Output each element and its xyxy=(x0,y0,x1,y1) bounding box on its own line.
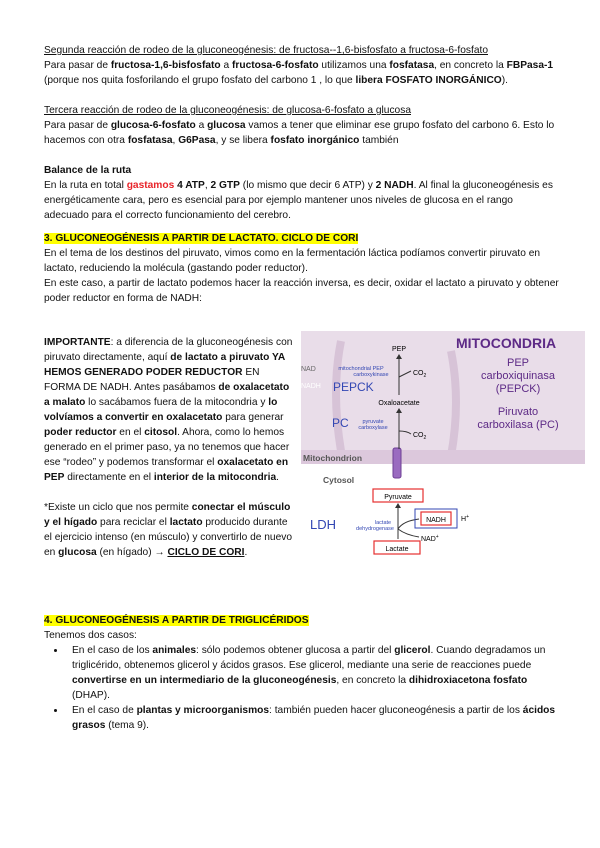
ldh-full-label2: dehydrogenase xyxy=(356,526,394,532)
lactate-label: Lactate xyxy=(385,546,409,553)
document-page xyxy=(44,43,559,306)
nad-cut-label: NAD xyxy=(301,366,316,373)
cori-p2: En este caso, a partir de lactato podemos hacer la reacción inversa, es decir, oxidar el lactato a piruvato y obtener poder reductor en forma de NADH: xyxy=(44,278,559,304)
cori-important: IMPORTANTE: a diferencia de la gluconeogénesis con piruvato directamente, aquí de lactato a piruvato YA HEMOS GENERADO PODER REDUCTOR EN FORMA DE NADH. Antes pasábamos de oxalacetato a malato lo sacábamos fuera de la mitocondria y lo volvíamos a convertir en oxalacetato para generar poder reductor en el citosol. Ahora, como lo hemos generado en el primer paso, ya no tenemos que hacer ese “rodeo” y podemos transformar el oxalacetato en PEP directamente en el interior de la mitocondria. xyxy=(44,337,293,483)
nadplus-label: NAD+ xyxy=(421,534,439,543)
pc-name: Piruvato xyxy=(497,406,539,418)
mito-pepck-label2: carboxykinase xyxy=(353,372,389,378)
nadh-label: NADH xyxy=(426,517,446,524)
pepck-name2: carboxiquinasa xyxy=(481,370,555,382)
balance-title: Balance de la ruta xyxy=(44,165,132,176)
s3-paragraph: Para pasar de glucosa-6-fosfato a glucosa vamos a tener que eliminar ese grupo fosfato del carbono 6. Esto lo hacemos con otra fosfatasa, G6Pasa, y se libera fosfato inorgánico también xyxy=(44,120,555,146)
pyr-carb-label: pyruvate xyxy=(362,419,384,425)
gluconeogenesis-diagram xyxy=(301,331,585,562)
pepck-name: PEP xyxy=(506,357,530,369)
trig-intro: Tenemos dos casos: xyxy=(44,630,137,641)
nadh-cut-label: NADH xyxy=(301,383,321,390)
pyr-carb-label2: carboxylase xyxy=(358,425,388,431)
list-item: • En el caso de plantas y microorganismos: también pueden hacer gluconeogénesis a partir de los ácidos grasos (tema 9). xyxy=(66,703,564,733)
ldh-label: LDH xyxy=(310,517,337,532)
pyruvate-label: Pyruvate xyxy=(384,494,412,501)
cori-note: *Existe un ciclo que nos permite conectar el músculo y el hígado para reciclar el lactato producido durante el ejercicio intenso (en músculo) y convertirlo de nuevo en glucosa (en hígado) → CICLO DE CORI. xyxy=(44,502,293,558)
cytosol-label: Cytosol xyxy=(323,475,355,485)
ldh-full-label: lactate xyxy=(374,520,392,526)
pc-label: PC xyxy=(332,416,349,430)
s2-paragraph: Para pasar de fructosa-1,6-bisfosfato a fructosa-6-fosfato utilizamos una fosfatasa, en concreto la FBPasa-1 (porque nos quita fosforilando el grupo fosfato del carbono 1 , lo que libera FOSFATO INORGÁNICO). xyxy=(44,60,554,86)
s2-title: Segunda reacción de rodeo de la gluconeogénesis: de fructosa--1,6-bisfosfato a fructosa-6-fosfato xyxy=(44,45,488,56)
s3-title: Tercera reacción de rodeo de la gluconeogénesis: de glucosa-6-fosfato a glucosa xyxy=(44,105,411,116)
cori-heading: 3. GLUCONEOGÉNESIS A PARTIR DE LACTATO. CICLO DE CORI xyxy=(44,233,359,244)
mitocondria-title: MITOCONDRIA xyxy=(456,335,557,351)
mitochondrion-label: Mitochondrion xyxy=(303,453,363,463)
co2-b: $CO_2$ xyxy=(413,432,427,441)
pep-label: PEP xyxy=(391,346,407,353)
cori-figure xyxy=(301,331,585,562)
balance-paragraph: En la ruta en total gastamos 4 ATP, 2 GTP (lo mismo que decir 6 ATP) y 2 NADH. Al final la gluconeogénesis es energéticamente cara, pero es esencial para por ejemplo mantener unos niveles de glucosa en el rango adecuado para el correcto funcionamiento del cerebro. xyxy=(44,180,553,221)
trig-list xyxy=(44,643,564,733)
co2-a: $CO_2$ xyxy=(413,370,427,379)
pepck-label: PEPCK xyxy=(333,380,374,394)
pc-name2: carboxilasa (PC) xyxy=(477,419,559,431)
trig-heading: 4. GLUCONEOGÉNESIS A PARTIR DE TRIGLICÉRIDOS xyxy=(44,615,309,626)
hplus-label: H+ xyxy=(461,514,469,523)
mito-pepck-label: mitochondrial PEP xyxy=(338,366,384,372)
list-item: • En el caso de los animales: sólo podemos obtener glucosa a partir del glicerol. Cuando degradamos un triglicérido, obtenemos glicerol y ácidos grasos. Ese glicerol, mediante una serie de reacciones puede convertirse en un intermediario de la gluconeogénesis, en concreto la dihidroxiacetona fosfato (DHAP). xyxy=(66,643,564,703)
transporter-icon xyxy=(393,448,401,478)
pepck-abbr: (PEPCK) xyxy=(495,383,541,395)
cori-left-column xyxy=(44,335,297,560)
trig-section xyxy=(44,613,564,733)
oxaloacetate-label: Oxaloacetate xyxy=(378,400,420,407)
cori-p1: En el tema de los destinos del piruvato, vimos como en la fermentación láctica podíamos convertir piruvato en lactato, reduciendo la molécula (gastando poder reductor). xyxy=(44,248,541,274)
